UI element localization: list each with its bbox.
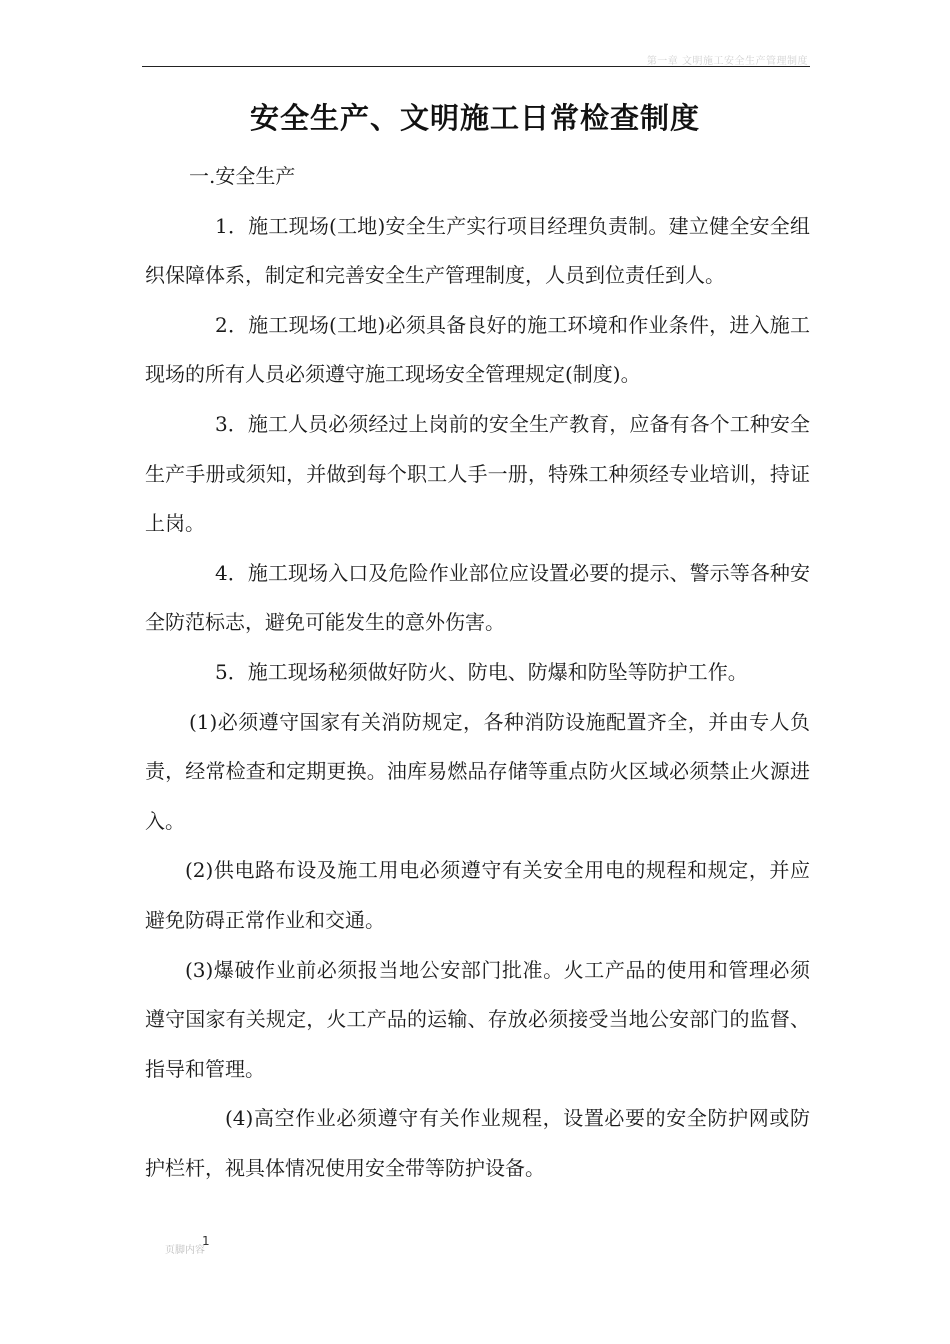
document-title: 安全生产、文明施工日常检查制度 [249,101,700,135]
paragraph-5: 5．施工现场秘须做好防火、防电、防爆和防坠等防护工作。 [215,659,748,684]
paragraph-4: 4．施工现场入口及危险作业部位应设置必要的提示、警示等各种安全防范标志，避免可能发生的意外伤害。 [145,560,810,635]
paragraph-1: 1．施工现场(工地)安全生产实行项目经理负责制。建立健全安全组织保障体系，制定和完善安全生产管理制度，人员到位责任到人。 [145,213,810,288]
paragraph-5-2: (2)供电路布设及施工用电必须遵守有关安全用电的规程和规定，并应避免防碍正常作业和交通。 [145,858,810,932]
paragraph-3: 3．施工人员必须经过上岗前的安全生产教育，应备有各个工种安全生产手册或须知，并做到每个职工人手一册，特殊工种须经专业培训，持证上岗。 [145,411,810,536]
header-rule [142,66,810,67]
paragraph-5-1: (1)必须遵守国家有关消防规定，各种消防设施配置齐全，并由专人负责，经常检查和定期更换。油库易燃品存储等重点防火区域必须禁止火源进入。 [145,709,810,833]
paragraph-5-3: (3)爆破作业前必须报当地公安部门批准。火工产品的使用和管理必须遵守国家有关规定，火工产品的运输、存放必须接受当地公安部门的监督、指导和管理。 [145,957,810,1081]
section-heading: 一.安全生产 [189,164,296,188]
paragraph-5-4: (4)高空作业必须遵守有关作业规程，设置必要的安全防护网或防护栏杆，视具体情况使用安全带等防护设备。 [145,1106,810,1180]
footer-label: 页脚内容 [165,1245,205,1256]
paragraph-2: 2．施工现场(工地)必须具备良好的施工环境和作业条件，进入施工现场的所有人员必须遵守施工现场安全管理规定(制度)。 [145,312,810,387]
header-text: 第一章 文明施工安全生产管理制度 [646,56,808,67]
document-body [145,152,810,1193]
page-number: 1 [202,1234,210,1248]
